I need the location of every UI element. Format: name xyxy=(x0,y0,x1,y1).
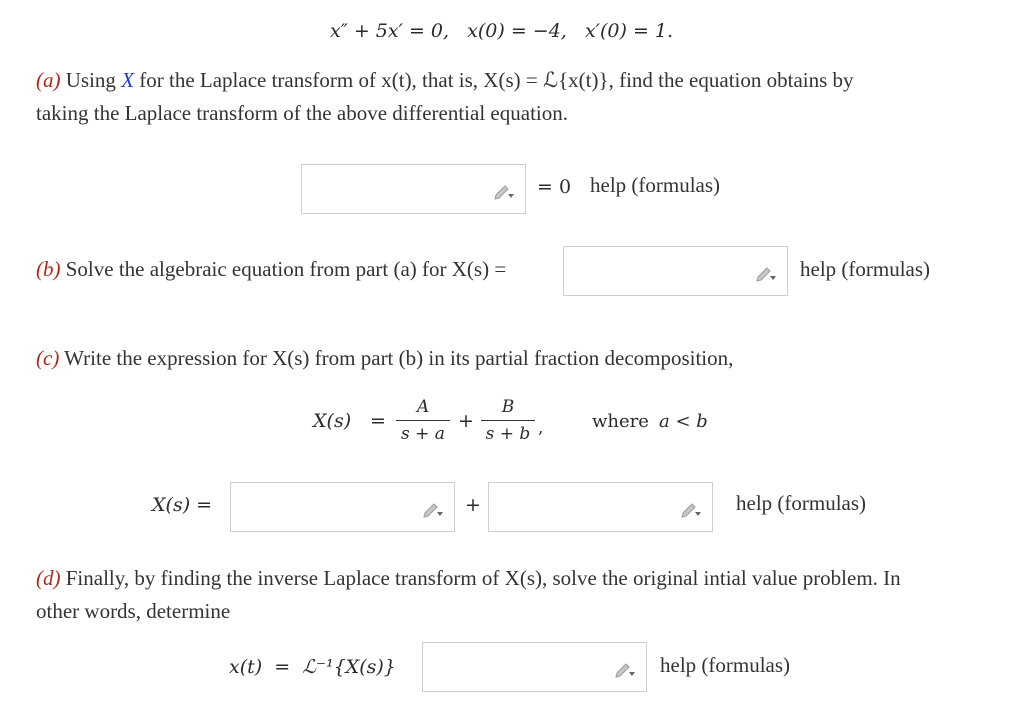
part-b-line xyxy=(36,257,506,282)
part-c-plus: + xyxy=(458,410,474,432)
part-a-text-3: taking the Laplace transform of the above differential equation. xyxy=(36,101,568,125)
part-c-lhs: X(s) xyxy=(313,410,352,432)
pencil-dropdown-icon[interactable] xyxy=(422,500,444,518)
part-c-comma: , xyxy=(538,418,544,438)
part-b-text: Solve the algebraic equation from part (a) for X(s) = xyxy=(60,257,507,281)
part-c-line xyxy=(36,346,733,371)
part-b-label: (b) xyxy=(36,257,61,281)
part-d-text-2: other words, determine xyxy=(36,599,231,623)
part-d-lhs: x(t) = ℒ⁻¹{X(s)} xyxy=(229,656,396,678)
fraction-b-denominator: s + b xyxy=(485,424,531,444)
part-c-answer-input-2[interactable] xyxy=(488,482,713,532)
part-c-answer-plus: + xyxy=(465,494,481,516)
part-c-label: (c) xyxy=(36,346,60,370)
part-d-help-link[interactable]: help (formulas) xyxy=(660,653,791,677)
part-d-label: (d) xyxy=(36,566,61,590)
equals-zero: = 0 xyxy=(537,176,572,198)
part-a-label: (a) xyxy=(36,68,61,92)
part-a-line-1 xyxy=(36,68,854,93)
part-d-answer-input[interactable] xyxy=(422,642,647,692)
part-d-line-1 xyxy=(36,566,901,591)
part-d-text-1: Finally, by finding the inverse Laplace transform of X(s), solve the original intial value problem. In xyxy=(60,566,901,590)
pencil-dropdown-icon[interactable] xyxy=(680,500,702,518)
part-a-text-1: Using xyxy=(60,68,122,92)
part-c-answer-lhs: X(s) = xyxy=(152,494,213,516)
fraction-b xyxy=(481,397,535,444)
part-b-answer-input[interactable] xyxy=(563,246,788,296)
part-c-answer-input-1[interactable] xyxy=(230,482,455,532)
part-c-help-link[interactable]: help (formulas) xyxy=(736,491,867,515)
part-a-x-symbol: X xyxy=(121,68,135,92)
pencil-dropdown-icon[interactable] xyxy=(493,182,515,200)
part-c-condition: a < b xyxy=(659,411,708,432)
part-a-help-link[interactable]: help (formulas) xyxy=(590,173,721,197)
part-a-text-2: for the Laplace transform of x(t), that is, X(s) = ℒ{x(t)}, find the equation obtains by xyxy=(134,68,854,92)
part-c-eq: = xyxy=(370,410,386,432)
fraction-a-denominator: s + a xyxy=(401,424,445,444)
pencil-dropdown-icon[interactable] xyxy=(755,264,777,282)
fraction-b-numerator: B xyxy=(501,397,515,417)
part-a-answer-input[interactable] xyxy=(301,164,526,214)
fraction-a xyxy=(396,397,450,444)
part-b-help-link[interactable]: help (formulas) xyxy=(800,257,931,281)
pencil-dropdown-icon[interactable] xyxy=(614,660,636,678)
part-c-where: where xyxy=(592,411,649,432)
part-c-text: Write the expression for X(s) from part (b) in its partial fraction decomposition, xyxy=(59,346,734,370)
ode-equation: x″ + 5x′ = 0, x(0) = −4, x′(0) = 1. xyxy=(330,20,674,42)
fraction-a-numerator: A xyxy=(416,397,430,417)
